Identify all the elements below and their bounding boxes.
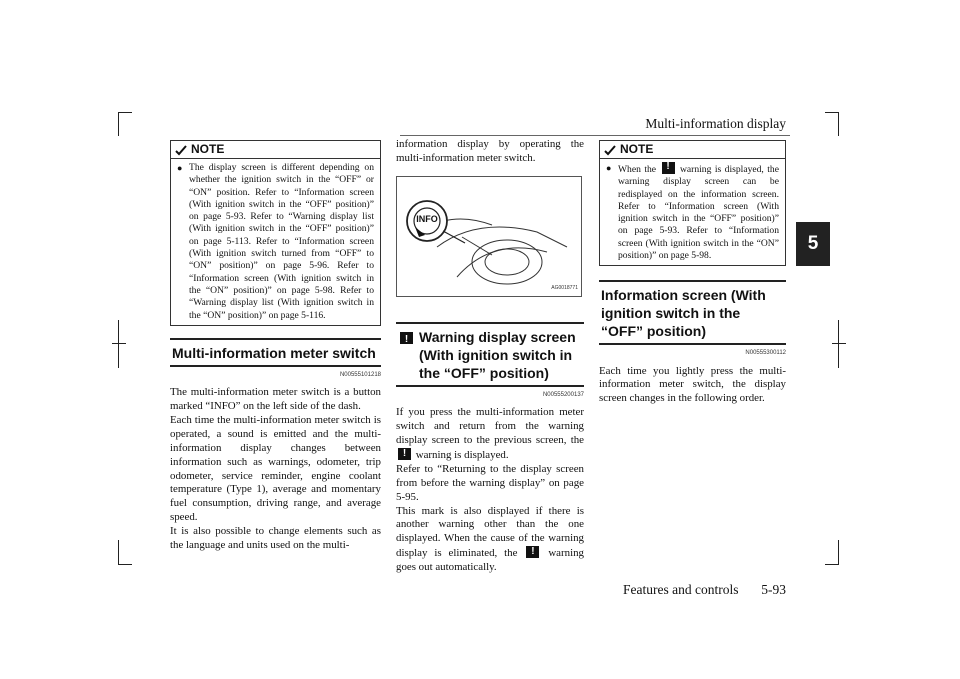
- info-button-label: INFO: [416, 214, 438, 224]
- warning-icon: [662, 162, 675, 174]
- note-icon: [175, 144, 187, 156]
- middle-column-lower: [396, 322, 584, 575]
- crop-mark: [838, 540, 839, 564]
- note-box: [599, 140, 786, 266]
- crop-mark: [118, 320, 119, 368]
- note-header: [171, 141, 380, 159]
- middle-column: [396, 134, 584, 166]
- note-label: NOTE: [620, 141, 654, 156]
- warning-icon: [398, 448, 411, 460]
- crop-mark: [832, 343, 846, 344]
- bullet-icon: ●: [177, 163, 183, 173]
- chapter-tab: 5: [796, 222, 830, 266]
- bullet-icon: ●: [606, 163, 612, 173]
- info-switch-figure: [396, 176, 582, 297]
- paragraph: Refer to “Returning to the display screen from before the warning display” on page 5-95.: [396, 462, 584, 503]
- crop-mark: [118, 112, 119, 136]
- crop-mark: [112, 343, 126, 344]
- note-text: [618, 162, 779, 262]
- footer-section: Features and controls: [623, 582, 739, 597]
- note-box: [170, 140, 381, 326]
- section-code: N00555300112: [745, 350, 786, 357]
- paragraph-text: If you press the multi-information meter switch and return from the warning display screen to the previous screen, the: [396, 406, 584, 447]
- note-icon: [604, 144, 616, 156]
- page-header-title: Multi-information display: [645, 116, 786, 131]
- note-header: [600, 141, 785, 159]
- dashboard-illustration: [397, 177, 581, 296]
- paragraph: [396, 406, 584, 463]
- note-label: NOTE: [191, 141, 225, 156]
- warning-icon: [400, 332, 413, 344]
- paragraph: Each time the multi-information meter switch is operated, a sound is emitted and the multi-information display changes between information such as warnings, odometer, trip odometer, service reminder, engine coolant temperature (Type 1), average and momentary fuel consumption, driving range, and average speed.: [170, 413, 381, 524]
- note-text: The display screen is different depending on whether the ignition switch in the “OFF” or “ON” position. Refer to “Information screen (With ignition switch in the “OFF” position)” on page 5-93. Refer to “Warning display list (With ignition switch in the “OFF” position)” on page 5-113. Refer to “Information screen (With ignition switch turned from “OFF” to “ON” position)” on page 5-96. Refer to “Information screen (With ignition switch in the “ON” position)” on page 5-98. Refer to “Warning display list (With ignition switch in the “ON” position)” on page 5-116.: [189, 162, 374, 321]
- paragraph: Each time you lightly press the multi-information meter switch, the display screen changes in the following order.: [599, 364, 786, 405]
- paragraph-text: warning is displayed.: [415, 448, 509, 461]
- note-text-part: warning is displayed, the warning display screen can be redisplayed on the information screen. Refer to “Information screen (With ignition switch in the “OFF” position)” on page 5-93. Refer to “Information screen (With ignition switch in the “ON” position)” on page 5-98.: [618, 164, 779, 262]
- paragraph: The multi-information meter switch is a button marked “INFO” on the left side of the dash.: [170, 386, 381, 412]
- crop-mark: [838, 320, 839, 368]
- section-heading: Multi-information meter switch: [170, 338, 381, 367]
- crop-mark: [118, 112, 132, 113]
- paragraph: information display by operating the multi-information meter switch.: [396, 138, 584, 164]
- section-code: N00555200137: [542, 392, 584, 398]
- paragraph: It is also possible to change elements such as the language and units used on the multi-: [170, 525, 381, 552]
- warning-icon: [526, 546, 539, 558]
- section-heading: [396, 322, 584, 387]
- paragraph-text: warning goes out automatically.: [396, 547, 584, 574]
- figure-code: AG0018771: [551, 285, 578, 291]
- crop-mark: [825, 112, 839, 113]
- page-footer: [600, 582, 786, 598]
- note-text-part: When the: [618, 164, 657, 175]
- left-column: [170, 140, 381, 553]
- paragraph-text: This mark is also displayed if there is another warning other than the one displayed. When the cause of the warning display is eliminated, the: [396, 504, 584, 560]
- page-number: 5-93: [761, 582, 786, 597]
- crop-mark: [838, 112, 839, 136]
- section-heading-text: Warning display screen (With ignition switch in the “OFF” position): [419, 329, 576, 381]
- section-code: N00555101218: [339, 371, 381, 378]
- crop-mark: [118, 564, 132, 565]
- section-heading: Information screen (With ignition switch in the “OFF” position): [599, 280, 786, 345]
- paragraph: [396, 505, 584, 576]
- crop-mark: [825, 564, 839, 565]
- right-column: [599, 140, 786, 406]
- crop-mark: [118, 540, 119, 564]
